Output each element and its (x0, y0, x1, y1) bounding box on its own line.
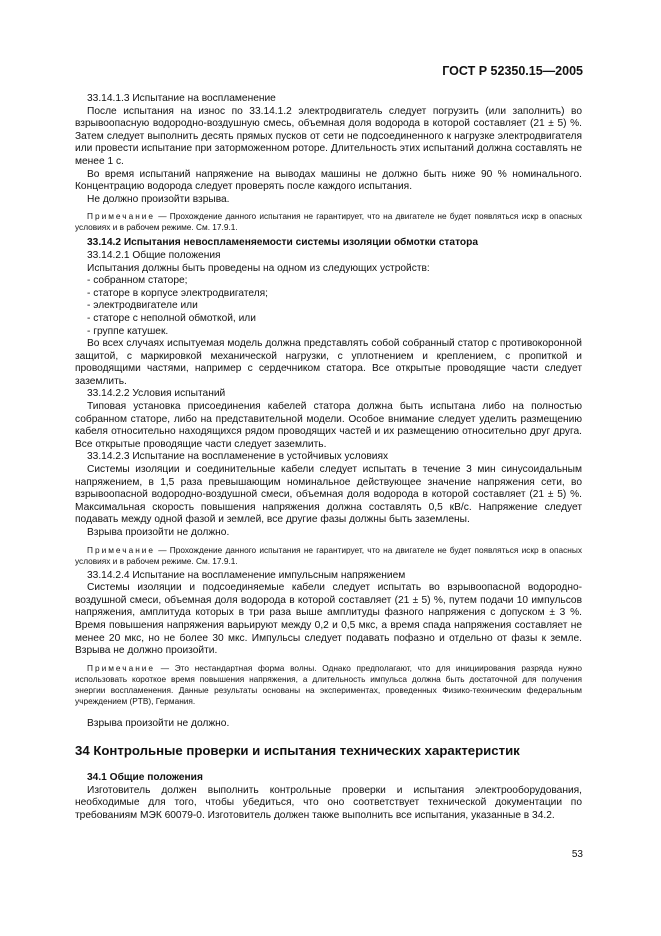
clause-heading: 33.14.2.2 Условия испытаний (87, 388, 226, 400)
note-label: Примечание (87, 544, 156, 555)
list-item: - статоре в корпусе электродвигателя; (87, 287, 269, 299)
paragraph: Не должно произойти взрыва. (87, 193, 230, 205)
note-text: — Прохождение данного испытания не гарантирует, что на двигателе не будет появляться искр в опасных условиях и в рабочем режиме. См. 17.9.1. (75, 544, 582, 566)
clause-heading: 33.14.1.3 Испытание на воспламенение (87, 93, 276, 104)
note (75, 663, 582, 707)
list-item: - группе катушек. (87, 325, 169, 337)
subsection-heading: 34.1 Общие положения (87, 771, 203, 783)
list-item: - собранном статоре; (87, 275, 188, 287)
note (75, 211, 582, 233)
paragraph: Во время испытаний напряжение на выводах машины не должно быть ниже 90 % номинального. Концентрацию водорода следует проверять после каждого испытания. (75, 168, 582, 193)
clause-heading: 33.14.2.3 Испытание на воспламенение в устойчивых условиях (87, 451, 389, 463)
paragraph: Типовая установка присоединения кабелей статора должна быть испытана либо на полностью собранном статоре, либо на представительной модели. Особое внимание следует уделить размещению кабеля относительно находящихся рядом проводящих частей и их размещению относительно друг друга. Все открытые проводящие части следует заземлить. (75, 401, 582, 450)
section-title: 34 Контрольные проверки и испытания технических характеристик (75, 743, 520, 759)
document-header: ГОСТ Р 52350.15—2005 (442, 64, 583, 78)
paragraph: Испытания должны быть проведены на одном из следующих устройств: (87, 262, 430, 274)
note-label: Примечание (87, 662, 156, 673)
note-text: — Это нестандартная форма волны. Однако предполагают, что для инициирования разряда нужно использовать короткое время повышения напряжения, а длительность импульса должна быть достаточной для получения энергии воспламенения. Данные результаты основаны на экспериментах, проведенных Физико-техническим федеральным учреждением (PTB), Германия. (75, 662, 582, 706)
note-label: Примечание (87, 211, 156, 222)
list-item: - электродвигателе или (87, 300, 198, 312)
clause-heading: 33.14.2.4 Испытание на воспламенение импульсным напряжением (87, 569, 406, 581)
clause-heading: 33.14.2.1 Общие положения (87, 249, 221, 261)
paragraph: Системы изоляции и соединительные кабели следует испытать в течение 3 мин синусоидальным напряжением, в 1,5 раза превышающим номинальное действующее значение напряжения сети, во взрывоопасной водородно-воздушной смеси, объемная доля водорода в которой составляет (21 ± 5) %. Максимальная скорость повышения напряжения должна составлять 0,5 кВ/с. Напряжение следует подавать между одной фазой и землей, все другие фазы должны быть заземлены. (75, 464, 582, 526)
paragraph: Системы изоляции и подсоединяемые кабели следует испытать во взрывоопасной водородно-воздушной смеси, объемная доля водорода в которой составляет (21 ± 5) %, путем подачи 10 импульсов напряжения, амплитуда которых в три раза выше амплитуды фазного напряжения с допуском ± 3 %. Время повышения напряжения варьируют между 0,2 и 0,5 мкс, а время спада напряжения составляет не менее 20 мкс, но не более 30 мкс. Импульсы следует подавать пофазно и отдельно от фазы к земле. Взрыва не должно произойти. (75, 582, 582, 657)
note (75, 545, 582, 567)
paragraph: Взрыва произойти не должно. (87, 527, 230, 538)
page-number: 53 (571, 849, 583, 860)
note-text: — Прохождение данного испытания не гарантирует, что на двигателе не будет появляться искр в опасных условиях и в рабочем режиме. См. 17.9.1. (75, 211, 582, 233)
paragraph: Взрыва произойти не должно. (87, 717, 230, 729)
paragraph: После испытания на износ по 33.14.1.2 электродвигатель следует погрузить (или заполнить) во взрывоопасную водородно-воздушную смесь, объемная доля водорода в которой составляет (21 ± 5) %. Затем следует выполнить десять прямых пусков от сети не подсоединенного к нагрузке электродвигателя или провести испытание при заторможенном роторе. Длительность этих испытаний должна составлять не менее 1 с. (75, 105, 582, 167)
paragraph: Во всех случаях испытуемая модель должна представлять собой собранный статор с противокоронной защитой, с маркировкой механической нагрузки, с уплотнением и креплением, с пропиткой и проводящими частями, например с сердечником статора. Все открытые проводящие части следует заземлить. (75, 338, 582, 387)
page-content (75, 93, 582, 822)
list-item: - статоре с неполной обмоткой, или (87, 312, 256, 324)
paragraph: Изготовитель должен выполнить контрольные проверки и испытания электрооборудования, необходимые для того, чтобы убедиться, что оно соответствует технической документации по требованиям МЭК 60079-0. Изготовитель должен также выполнить все испытания, указанные в 34.2. (75, 784, 582, 821)
subsection-heading: 33.14.2 Испытания невоспламеняемости системы изоляции обмотки статора (87, 237, 479, 249)
